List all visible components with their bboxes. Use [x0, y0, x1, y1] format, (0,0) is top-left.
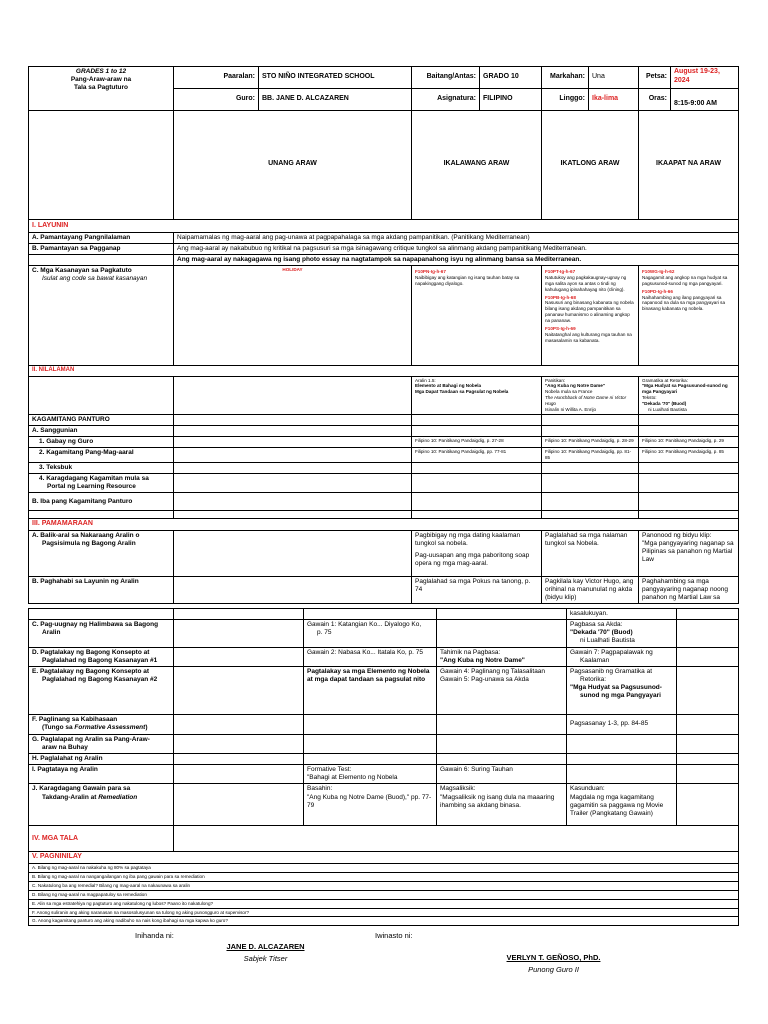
asignatura-label: Asignatura:: [412, 89, 480, 111]
day-header-3: IKATLONG ARAW: [542, 111, 639, 220]
balik-aral-day2-p1: Pagbibigay ng mga dating kaalaman tungkol sa nobela.: [415, 532, 521, 548]
karagdagang-day3-l2: "Magsaliksik ng isang dula na maaaring ihambing sa akdang binasa.: [440, 793, 555, 809]
pag-uugnay-day2-l1: Gawain 1: Katangian Ko... Diyalogo Ko,: [307, 621, 422, 629]
pagtalakay-2-day4-l3: "Mga Hudyat sa Pagsusunod-: [570, 684, 662, 691]
paglinang-l2c: ): [145, 723, 148, 731]
petsa-value: August 19-23, 2024: [671, 67, 739, 89]
paghahabi-label: B. Paghahabi sa Layunin ng Aralin: [29, 577, 174, 604]
pag-uugnay-day4: [567, 620, 677, 647]
kasanayan-day2: [412, 266, 542, 366]
pagtalakay-2-label: [29, 666, 174, 714]
nilalaman-day4-l2: "Mga Hudyat sa Pagsusunod-sunod ng mga Pangyayari: [642, 383, 728, 395]
balik-aral-day2: [412, 531, 542, 577]
karagdagang-day4-l1: Kasunduan:: [570, 785, 605, 793]
karagdagang-day4: [567, 784, 677, 826]
karagdagang-day3: [437, 784, 567, 826]
pagtataya-day2: [304, 765, 437, 784]
paglinang-label: [29, 714, 174, 734]
balik-aral-l1: A. Balik-aral sa Nakaraang Aralin o: [32, 532, 140, 539]
markahan-label: Markahan:: [542, 67, 589, 89]
pagtalakay-2-day2: Pagtalakay sa mga Elemento ng Nobela at mga dapat tandaan sa pagsulat nito: [304, 666, 437, 714]
pamantayan-sa-pagganap-label: B. Pamantayan sa Pagganap: [29, 243, 174, 254]
code-f10pd: F10PD-Ig-h-66: [642, 288, 673, 294]
pagninilay-item: B. Bilang ng mag-aaral na nangangailangan ng iba pang gawain para sa remediation: [29, 873, 739, 882]
pag-uugnay-l2: Aralin: [42, 629, 61, 637]
petsa-label: Petsa:: [639, 67, 671, 89]
gabay-day4: Filipino 10: Panitikang Pandaigdig, p. 29: [639, 437, 739, 448]
pagtalakay-2-day3-l2: Gawain 5: Pag-unawa sa Akda: [440, 675, 529, 683]
form-title: [29, 67, 174, 111]
pamantayan-sa-pagganap-text-2: Ang mag-aaral ay nakagagawa ng isang photo essay na nagtatampok sa napapanahong isyu ng alinmang bansa sa Mediterranean.: [174, 254, 739, 265]
sanggunian-label: A. Sanggunian: [29, 425, 174, 436]
kasanayan-day1: HOLIDAY: [174, 266, 412, 366]
paglinang-l2a: (Tungo sa: [42, 723, 75, 731]
asignatura-value: FILIPINO: [480, 89, 542, 111]
mga-tala-heading: IV. MGA TALA: [29, 826, 174, 852]
pag-uugnay-day2: [304, 620, 437, 647]
checked-by-block: [496, 953, 611, 974]
pagtalakay-2-l1: E. Pagtalakay ng Bagong Konsepto at: [32, 667, 150, 675]
code-f10pb: F10PB-Ig-h-68: [545, 294, 576, 300]
day-header-blank: [29, 111, 174, 220]
paglalapat-l1: G. Paglalapat ng Aralin sa Pang-Araw-: [32, 735, 150, 743]
day-header-2: IKALAWANG ARAW: [412, 111, 542, 220]
grades-label: GRADES 1 to 12: [75, 68, 127, 75]
pagtalakay-1-l1: D. Pagtalakay ng Bagong Konsepto at: [32, 648, 150, 656]
kasanayan-day3: [542, 266, 639, 366]
nilalaman-day4-l3: Teksto:: [642, 395, 657, 401]
prepared-by-name: JANE D. ALCAZAREN: [226, 942, 305, 951]
pamantayan-sa-pagganap-text-1: Ang mag-aaral ay nakabubuo ng kritikal na pagsusuri sa mga isinagawang critique tungkol sa alinmang akdang pampanitikang Mediterranean.: [174, 243, 739, 254]
karagdagang-day2-l1: Basahin:: [307, 785, 333, 793]
oras-label: Oras:: [639, 89, 671, 111]
prepared-by-label: Inihanda ni:: [135, 931, 174, 940]
dll-table-page2: [28, 608, 739, 926]
nilalaman-day1: [174, 376, 412, 414]
nilalaman-day2-l3: Mga Dapat Tandaan sa Pagsulat ng Nobela: [415, 389, 509, 395]
pagninilay-item: F. Anong suliranin ang aking naranasan na masosolusyunan sa tulong ng aking punongguro at supervisor?: [29, 908, 739, 917]
oras-value: 8:15-9:00 AM: [671, 89, 739, 111]
pagninilay-item: G. Anong kagamitang panturo ang aking nadibuho na nais kong ibahagi sa mga kapwa ko guro?: [29, 917, 739, 926]
nilalaman-day2-l1: Aralin 1.5:: [415, 377, 436, 383]
paghahabi-day2: Paglalahad sa mga Pokus na tanong, p. 74: [412, 577, 542, 604]
nilalaman-day2-l2: Elemento at Bahagi ng Nobela: [415, 383, 482, 389]
paglalahat-label: H. Paglalahat ng Aralin: [29, 754, 174, 765]
pagtalakay-2-day3: [437, 666, 567, 714]
karagdagang-l1: 4. Karagdagang Kagamitan mula sa: [39, 475, 149, 482]
pagtataya-label: I. Pagtataya ng Aralin: [29, 765, 174, 784]
balik-aral-label: [29, 531, 174, 577]
nilalaman-day4-l1: Gramatika at Retorika:: [642, 377, 688, 383]
markahan-value: Una: [589, 67, 639, 89]
kasanayan-day4-text1: Nagagamit ang angkop na mga hudyat sa pagsusunod-sunod ng mga pangyayari.: [642, 274, 728, 286]
pagninilay-item: C. Nakatulong ba ang remedial? Bilang ng mag-aaral na nakaunawa sa aralin: [29, 881, 739, 890]
pagninilay-item: D. Bilang ng mag-aaral na magpapatuloy sa remediation: [29, 890, 739, 899]
gabay-day2: Filipino 10: Panitikang Pandaigdig, p. 27-28: [412, 437, 542, 448]
balik-aral-l2: Pagsisimula ng Bagong Aralin: [42, 540, 136, 548]
karagdagang-day2-l2: "Ang Kuba ng Notre Dame (Buod)," pp. 77-79: [307, 793, 432, 809]
prepared-by-role: Sabjek Titser: [243, 954, 288, 963]
pagtalakay-2-day4: [567, 666, 677, 714]
code-f10pn: F10PN-Ig-h-67: [415, 269, 446, 274]
pagtalakay-1-day3-l1: Tahimik na Pagbasa:: [440, 648, 501, 656]
pagtalakay-1-label: [29, 647, 174, 666]
iba-pang-kagamitan-label: B. Iba pang Kagamitang Panturo: [29, 493, 174, 511]
pagtalakay-2-l2: Paglalahad ng Bagong Kasanayan #2: [42, 675, 158, 683]
pagtalakay-1-day4: [567, 647, 677, 666]
balik-aral-day4-l2: "Mga pangyayaring naganap sa Pilipinas sa panahon ng Martial Law: [642, 540, 734, 564]
nilalaman-heading: II. NILALAMAN: [29, 366, 739, 377]
kasanayan-sublabel: Isulat ang code sa bawat kasanayan: [42, 275, 148, 283]
balik-aral-day2-p2: Pag-uusapan ang mga paboritong soap opera ng mga mag-aaral.: [415, 552, 530, 568]
karagdagang-l2: Portal ng Learning Resource: [47, 483, 136, 491]
paglinang-day4: Pagsasanay 1-3, pp. 84-85: [567, 714, 677, 734]
pamantayan-blank: [29, 254, 174, 265]
dll-table-page1: [28, 66, 739, 604]
karagdagang-kagamitan-label: [29, 474, 174, 493]
karagdagang-gawain-l1: J. Karagdagang Gawain para sa: [32, 785, 131, 793]
nilalaman-day3-l2: "Ang Kuba ng Notre Dame": [545, 383, 605, 389]
layunin-heading: I. LAYUNIN: [29, 219, 739, 232]
kagamitang-mag-aaral-label: 2. Kagamitang Pang-Mag-aaral: [29, 448, 174, 463]
karagdagang-day2: [304, 784, 437, 826]
pag-uugnay-day4-l1: Pagbasa sa Akda:: [570, 621, 623, 629]
pagtataya-day3: Gawain 6: Suring Tauhan: [437, 765, 567, 784]
pag-uugnay-l1: C. Pag-uugnay ng Halimbawa sa Bagong: [32, 621, 159, 629]
pagtalakay-1-day2: Gawain 2: Nabasa Ko... Itatala Ko, p. 75: [304, 647, 437, 666]
nilalaman-label-blank: [29, 376, 174, 414]
checked-by-role: Punong Guro II: [528, 965, 579, 974]
pag-uugnay-day4-l2: "Dekada '70" (Buod): [570, 629, 633, 637]
title-line1: Pang-Araw-araw na: [70, 76, 132, 84]
pamamaraan-heading: III. PAMAMARAAN: [29, 519, 739, 531]
kasanayan-day3-text2: Nasusuri ang binasang kabanata ng nobela bilang isang akdang pampanitikan sa pananaw humanismo o alinaming angkop na pananaw.: [545, 300, 634, 323]
paglalapat-l2: araw na Buhay: [42, 743, 88, 751]
karagdagang-gawain-l2b: Remediation: [98, 793, 138, 801]
checked-by-label: Iwinasto ni:: [375, 931, 413, 940]
kasanayan-day3-text1: Natutukoy ang pagkakaugnay-ugnay ng mga salita ayon sa antas o tindi ng kahulugang ipinahahayag nito (clining).: [545, 274, 627, 292]
nilalaman-day4-l4: "Dekada '70" (Buod): [642, 401, 687, 406]
day-header-1: UNANG ARAW: [174, 111, 412, 220]
pagninilay-item: A. Bilang ng mag-aaral na nakakuha ng 80% sa pagtataya: [29, 864, 739, 873]
guro-value: BB. JANE D. ALCAZAREN: [259, 89, 412, 111]
title-line2: Tala sa Pagtuturo: [73, 84, 129, 92]
pagtalakay-2-day3-l1: Gawain 4: Paglinang ng Talasalitaan: [440, 667, 546, 675]
code-f10wg: F10WG-Ig-h-62: [642, 269, 675, 274]
nilalaman-day2: [412, 376, 542, 414]
pag-uugnay-label: [29, 620, 174, 647]
pamantayang-pangnilalaman-label: A. Pamantayang Pangnilalaman: [29, 232, 174, 243]
pagtalakay-1-day4-l1: Gawain 7: Pagpapalawak ng: [570, 648, 653, 656]
karagdagang-day4-l2: Magdala ng mga kagamitang gagamitin sa paggawa ng Movie Trailer (Pangkatang Gawain): [570, 793, 664, 817]
nilalaman-day4: [639, 376, 739, 414]
kasanayan-day3-text3: Naitatanghal ang kulturang mga tauhan na masasalamin sa kabanata.: [545, 331, 632, 343]
balik-aral-day4-l1: Panonood ng bidyu klip:: [642, 532, 712, 539]
nilalaman-day3-l3: Nobela mula sa France: [545, 389, 593, 395]
baitang-value: GRADO 10: [480, 67, 542, 89]
karagdagang-gawain-l2a: Takdang-Aralin at: [42, 793, 99, 801]
paaralan-label: Paaralan:: [174, 67, 259, 89]
pagninilay-item: E. Alin sa mga estratehiya ng pagtuturo ang nakatulong ng lubos? Paano ito nakatulong?: [29, 899, 739, 908]
pag-uugnay-day4-l3: ni Lualhati Bautista: [580, 637, 635, 645]
pagtataya-day2-l1: Formative Test:: [307, 766, 352, 774]
prepared-by-block: [208, 942, 323, 963]
nilalaman-day3-l4: The Hunchback of Notre Dame ni Victor Hugo: [545, 395, 627, 406]
mag-aaral-day3: Filipino 10: Panitikang Pandaigdig, pp. 81-85: [542, 448, 639, 463]
karagdagang-gawain-label: [29, 784, 174, 826]
linggo-label: Linggo:: [542, 89, 589, 111]
pagtalakay-2-day4-l1: Pagsasanib ng Gramatika at: [570, 667, 653, 675]
mag-aaral-day2: Filipino 10: Panitikang Pandaigdig, pp. 77-81: [412, 448, 542, 463]
gabay-ng-guro-label: 1. Gabay ng Guro: [29, 437, 174, 448]
teksbuk-label: 3. Teksbuk: [29, 462, 174, 473]
pagtalakay-1-day4-l2: Kaalaman: [580, 656, 610, 664]
nilalaman-day3-l5: Isinalin ni Willita A. Enrijo: [545, 406, 597, 412]
pagtalakay-2-day4-l2: Retorika:: [580, 675, 607, 683]
kasanayan-day4-text2: Naihahambing ang ilang pangyayari sa napanood na dula sa mga pangyayari sa binasang kabanata ng nobela.: [642, 294, 726, 312]
guro-label: Guro:: [174, 89, 259, 111]
pagtalakay-1-l2: Paglalahad ng Bagong Kasanayan #1: [42, 656, 158, 664]
kasanayan-day2-text: Naibibigay ang katangian ng isang tauhan batay sa napakinggang diyalogo.: [415, 274, 520, 286]
karagdagang-day3-l1: Magsaliksik:: [440, 785, 476, 793]
paghahabi-day4-cont: kasalukuyan.: [567, 609, 677, 620]
kasanayan-label-cell: [29, 266, 174, 366]
pag-uugnay-day2-l2: p. 75: [317, 629, 332, 637]
pagtalakay-1-day3: [437, 647, 567, 666]
pagninilay-heading: V. PAGNINILAY: [29, 852, 739, 864]
pagtalakay-2-day4-l4: sunod ng mga Pangyayari: [580, 692, 661, 700]
checked-by-name: VERLYN T. GEÑOSO, PhD.: [506, 953, 601, 962]
linggo-value: Ika-lima: [589, 89, 639, 111]
pagtalakay-1-day3-l2: "Ang Kuba ng Notre Dame": [440, 656, 525, 664]
balik-aral-day4: [639, 531, 739, 577]
paglalapat-label: [29, 734, 174, 753]
code-f10pt: F10PT-Ig-h-67: [545, 269, 576, 274]
paghahabi-day3: Pagkilala kay Victor Hugo, ang orihinal na manunulat ng akda (bidyu klip): [542, 577, 639, 604]
baitang-label: Baitang/Antas:: [412, 67, 480, 89]
nilalaman-day3: [542, 376, 639, 414]
paglinang-l2b: Formative Assessment: [74, 723, 146, 731]
kasanayan-day4: [639, 266, 739, 366]
day-header-4: IKAAPAT NA ARAW: [639, 111, 739, 220]
nilalaman-day3-l1: Panitikan:: [545, 377, 566, 383]
balik-aral-day3: Paglalahad sa mga nalaman tungkol sa Nobela.: [542, 531, 639, 577]
pamantayang-pangnilalaman-text: Naipamamalas ng mag-aaral ang pag-unawa at pagpapahalaga sa mga akdang pampanitikan. (Panitikang Mediterranean): [174, 232, 739, 243]
paglinang-l1: F. Paglinang sa Kabihasaan: [32, 715, 118, 723]
code-f10ps: F10PS-Ig-h-69: [545, 325, 576, 331]
kagamitan-heading: KAGAMITANG PANTURO: [29, 414, 174, 425]
paghahabi-day4: Paghahambing sa mga pangyayaring naganap noong panahon ng Martial Law sa: [639, 577, 739, 604]
nilalaman-day4-l5: ni Lualhati Bautista: [648, 406, 687, 412]
kasanayan-label: C. Mga Kasanayan sa Pagkatuto: [32, 267, 132, 274]
paaralan-value: STO NIÑO INTEGRATED SCHOOL: [259, 67, 412, 89]
mag-aaral-day4: Filipino 10: Panitikang Pandaigdig, p. 85: [639, 448, 739, 463]
gabay-day3: Filipino 10: Panitikang Pandaigdig, p. 28-29: [542, 437, 639, 448]
pagtataya-day2-l2: "Bahagi at Elemento ng Nobela: [307, 774, 398, 782]
